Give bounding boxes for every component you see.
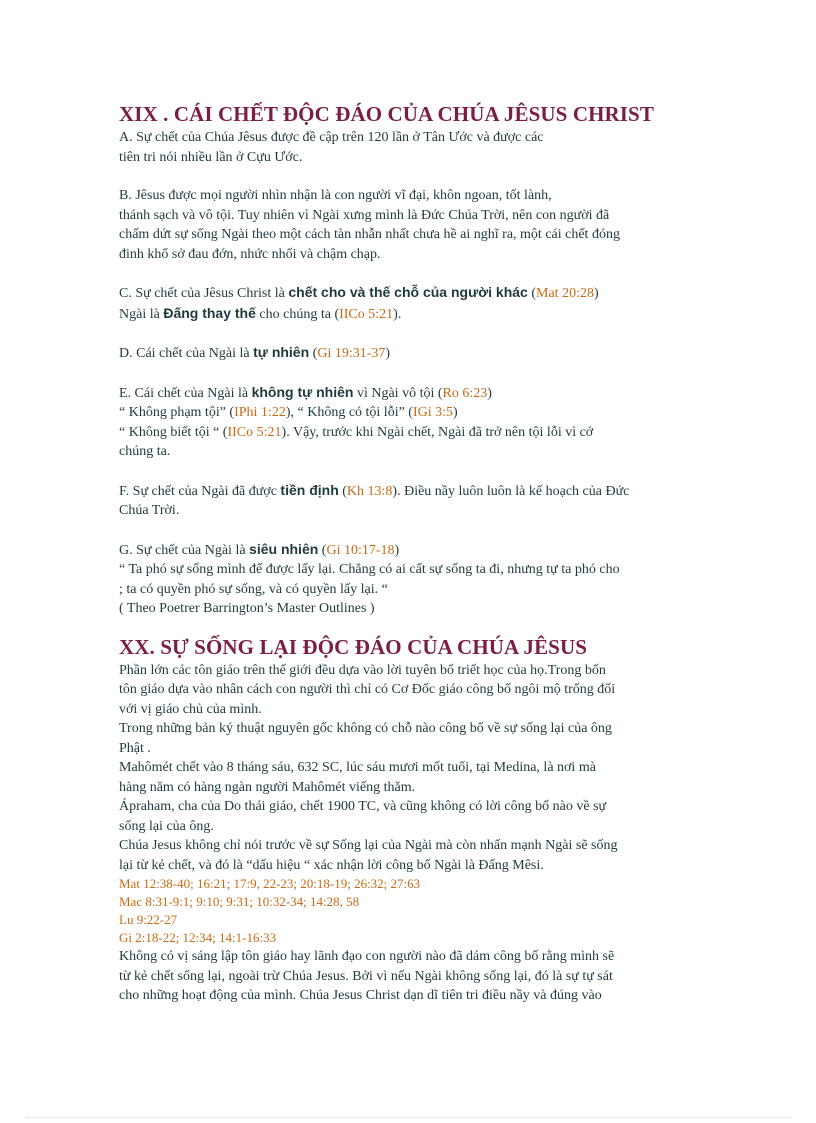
section-19-title: XIX . CÁI CHẾT ĐỘC ĐÁO CỦA CHÚA JÊSUS CHRIST [119,102,654,126]
paragraph-b-line: B. Jêsus được mọi người nhìn nhận là con người vĩ đại, khôn ngoan, tốt lành, [119,188,552,203]
paragraph-g-line: ; ta có quyền phó sự sống, và có quyền lấy lại. “ [119,581,388,597]
paragraph-d-line: D. Cái chết của Ngài là tự nhiên (Gi 19:31-37) [119,344,391,361]
scripture-ref: Gi 19:31-37 [317,346,386,361]
body-line: lại từ kẻ chết, và đó là “dấu hiệu “ xác nhận lời công bố Ngài là Đấng Mêsi. [119,857,544,873]
body-line: Không có vị sáng lập tôn giáo hay lãnh đạo con người nào đã dám công bố rằng mình sẽ [119,949,615,964]
body-line: Ápraham, cha của Do thái giáo, chết 1900 TC, và cũng không có lời công bố nào về sự [119,799,607,814]
scripture-ref: Gi 10:17-18 [326,542,395,558]
paragraph-g-line: “ Ta phó sự sống mình để được lấy lại. Chẳng có ai cất sự sống ta đi, nhưng tự ta phó cho [119,562,620,577]
paragraph-f-line: F. Sự chết của Ngài đã được tiền định (Kh 13:8). Điều nầy luôn luôn là kế hoạch của Đức [119,481,630,499]
paragraph-e-line: E. Cái chết của Ngài là không tự nhiên vì Ngài vô tội (Ro 6:23) [119,383,492,401]
body-line: hàng năm có hàng ngàn người Mahômét viếng thăm. [119,779,416,795]
body-line: tôn giáo dựa vào nhân cách con người thì chỉ có Cơ Đốc giáo công bố ngôi mộ trống đối [119,682,616,697]
paragraph-a-line: A. Sự chết của Chúa Jêsus được đề cập trên 120 lần ở Tân Ước và được các [119,130,544,145]
body-line: từ kẻ chết sống lại, ngoài trừ Chúa Jesus. Bởi vì nếu Ngài không sống lại, đó là sự tự sát [119,968,613,984]
page-bottom-divider [25,1117,791,1118]
scripture-ref-line: Mat 12:38-40; 16:21; 17:9, 22-23; 20:18-19; 26:32; 27:63 [119,876,421,891]
scripture-ref-line: Gi 2:18-22; 12:34; 14:1-16:33 [119,930,277,945]
paragraph-e-line: chúng ta. [119,444,171,459]
paragraph-c-line: Ngài là Đấng thay thế cho chúng ta (IICo 5:21). [119,304,402,322]
paragraph-c-line: C. Sự chết của Jêsus Christ là chết cho và thế chỗ của người khác (Mat 20:28) [119,284,599,301]
paragraph-a-line: tiên tri nói nhiều lần ở Cựu Ước. [119,149,303,165]
scripture-ref: Mat 20:28 [536,286,594,301]
body-line: Phật . [119,740,151,756]
body-line: với vị giáo chủ của mình. [119,701,262,717]
paragraph-b-line: đinh khổ sở đau đớn, nhức nhối và chậm chạp. [119,246,381,262]
emphasis-text: tiền định [280,481,339,498]
paragraph-b-line: chấm dứt sự sống Ngài theo một cách tàn nhẫn nhất chưa hề ai nghĩ ra, một cái chết đóng [119,227,620,242]
emphasis-text: tự nhiên [253,344,310,360]
section-20-title: XX. SỰ SỐNG LẠI ĐỘC ĐÁO CỦA CHÚA JÊSUS [119,634,588,659]
emphasis-text: siêu nhiên [249,540,319,557]
paragraph-e-line: “ Không biết tội “ (IICo 5:21). Vậy, trước khi Ngài chết, Ngài đã trở nên tội lỗi vì cớ [119,424,594,440]
paragraph-g-line: ( Theo Poetrer Barrington’s Master Outlines ) [119,601,375,616]
scripture-ref: Ro 6:23 [442,385,488,401]
body-line: sống lại của ông. [119,818,214,834]
body-line: Trong những bản ký thuật nguyên gốc không có chỗ nào công bố về sự sống lại của ông [119,721,612,736]
scripture-ref: IGi 3:5 [412,405,454,420]
scripture-ref: IICo 5:21 [339,306,394,322]
paragraph-b-line: thánh sạch và vô tội. Tuy nhiên vì Ngài xưng mình là Đức Chúa Trời, nên con người đã [119,207,610,223]
body-line: cho những hoạt động của mình. Chúa Jesus Christ dạn dĩ tiên tri điều nầy và đúng vào [119,988,602,1003]
paragraph-e-line: “ Không phạm tội” (IPhi 1:22), “ Không có tội lỗi” (IGi 3:5) [119,405,458,420]
scripture-ref: IPhi 1:22 [234,405,286,420]
scripture-ref: IICo 5:21 [227,424,282,440]
body-line: Mahômét chết vào 8 tháng sáu, 632 SC, lúc sáu mươi mốt tuổi, tại Medina, là nơi mà [119,760,596,775]
emphasis-text: không tự nhiên [251,383,354,400]
body-line: Phần lớn các tôn giáo trên thế giới đều dựa vào lời tuyên bố triết học của họ.Trong bốn [119,662,606,678]
paragraph-g-line: G. Sự chết của Ngài là siêu nhiên (Gi 10:17-18) [119,540,400,558]
paragraph-f-line: Chúa Trời. [119,503,180,518]
scripture-ref-line: Mac 8:31-9:1; 9:10; 9:31; 10:32-34; 14:28, 58 [119,894,360,909]
scripture-ref: Kh 13:8 [346,483,393,499]
emphasis-text: Đấng thay thế [163,304,256,321]
body-line: Chúa Jesus không chỉ nói trước về sự Sống lại của Ngài mà còn nhấn mạnh Ngài sẽ sống [119,838,618,853]
scripture-ref-line: Lu 9:22-27 [119,912,178,927]
emphasis-text: chết cho và thế chỗ của người khác [288,284,528,300]
document-page [119,100,699,1006]
